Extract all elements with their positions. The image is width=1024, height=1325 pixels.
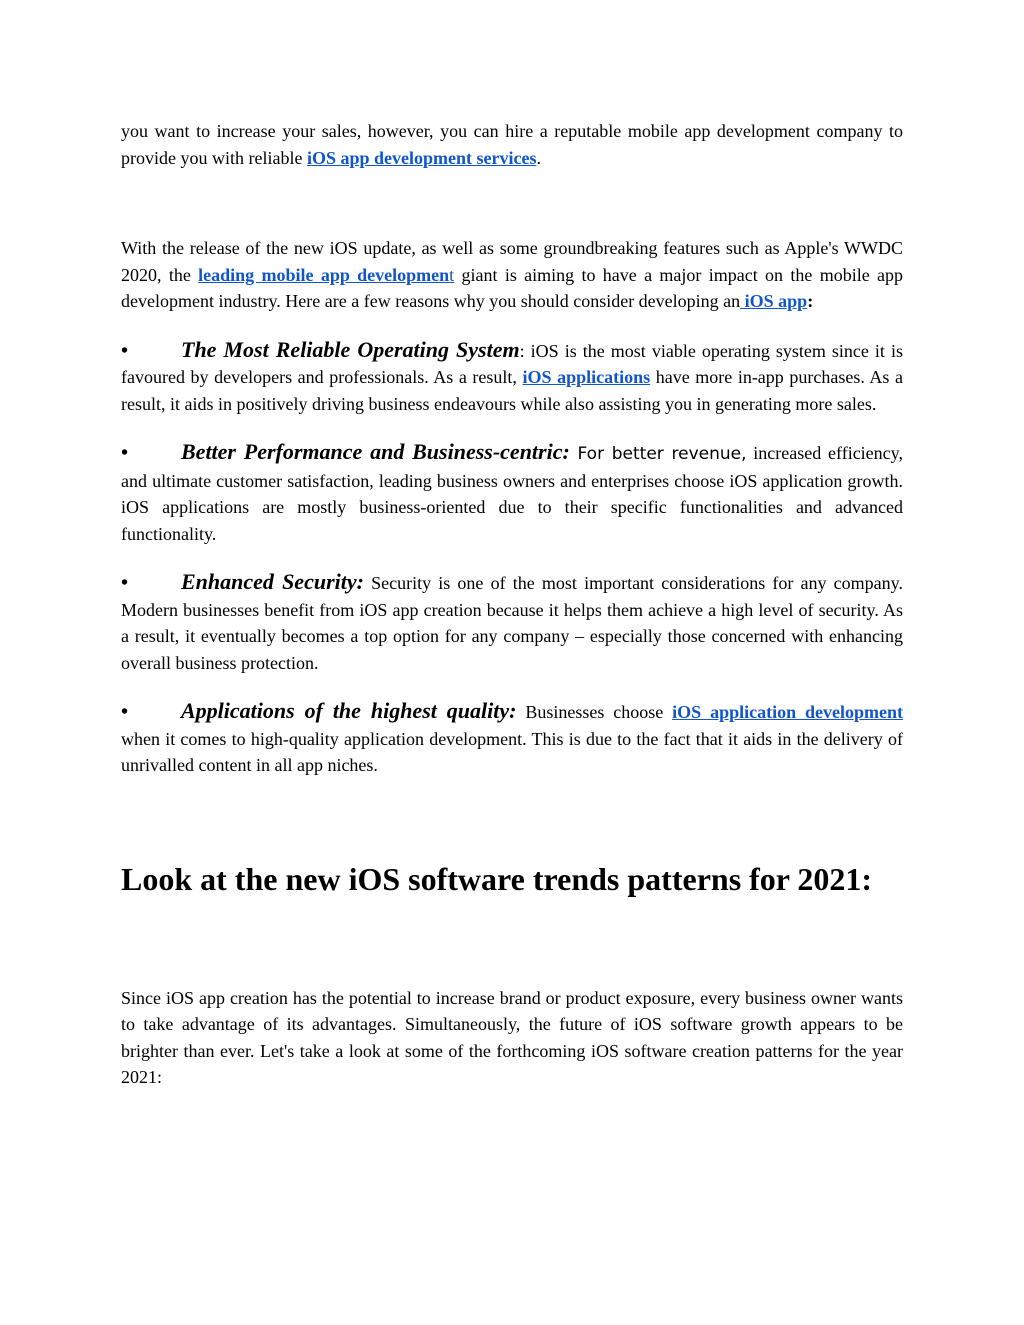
bullet-title: Applications of the highest quality: bbox=[181, 698, 517, 723]
bullet-text: increased efficiency, and ultimate customer satisfaction, leading business owners and enterprises choose iOS application growth. iOS applications are mostly business-oriented due to their specific functionalities and advanced functionality. bbox=[121, 443, 903, 544]
release-text-middle: giant is aiming to have a major impact on the mobile app development industry. Here are a few reasons why you should consider developing an bbox=[121, 264, 903, 311]
bullet-tail: For better revenue, bbox=[569, 444, 747, 464]
bullet-text: Security is one of the most important considerations for any company. Modern businesses benefit from iOS app creation because it helps them achieve a high level of security. As a result, it eventually becomes a top option for any company – especially those concerned with enhancing overall business protection. bbox=[121, 573, 903, 673]
bullet-item-performance bbox=[121, 439, 903, 547]
ios-applications-link[interactable]: iOS applications bbox=[522, 367, 651, 387]
ios-app-development-services-link[interactable]: iOS app development services bbox=[306, 147, 537, 168]
bullet-title: The Most Reliable Operating System bbox=[181, 336, 520, 362]
leading-link-bold-part: leading mobile app developmen bbox=[198, 264, 450, 285]
section-heading: Look at the new iOS software trends patterns for 2021: bbox=[121, 860, 873, 897]
release-text-before: With the release of the new iOS update, as well as some groundbreaking features such as Apple's WWDC 2020, the bbox=[121, 238, 903, 285]
bullet-marker: • bbox=[121, 339, 129, 362]
bullet-title: Better Performance and Business-centric: bbox=[181, 439, 570, 464]
release-colon: : bbox=[807, 291, 814, 311]
bullet-item-reliable-os bbox=[121, 337, 903, 418]
document-page bbox=[121, 118, 903, 1091]
since-paragraph: Since iOS app creation has the potential to increase brand or product exposure, every business owner wants to take advantage of its advantages. Simultaneously, the future of iOS software growth appears to be brighter than ever. Let's take a look at some of the forthcoming iOS software creation patterns for the year 2021: bbox=[121, 987, 903, 1087]
intro-text-before: you want to increase your sales, however, you can hire a reputable mobile app development company to provide you with reliable bbox=[121, 121, 903, 168]
intro-paragraph bbox=[121, 118, 903, 171]
bullet-text-before: : iOS is the most viable operating system since it is favoured by developers and professionals. As a result, bbox=[121, 340, 903, 387]
leading-link-plain-part: t bbox=[449, 264, 455, 285]
bullet-text-after: have more in-app purchases. As a result, it aids in positively driving business endeavours while also assisting you in generating more sales. bbox=[121, 367, 903, 414]
bullet-title: Enhanced Security: bbox=[181, 569, 364, 594]
bullet-item-security bbox=[121, 569, 903, 676]
bullet-marker: • bbox=[121, 701, 129, 723]
bullet-text-before: Businesses choose bbox=[516, 702, 673, 722]
leading-mobile-app-development-link[interactable] bbox=[198, 265, 454, 285]
bullet-marker: • bbox=[121, 572, 129, 594]
ios-app-link[interactable]: iOS app bbox=[740, 291, 808, 311]
bullet-text-after: when it comes to high-quality application development. This is due to the fact that it aids in the delivery of unrivalled content in all app niches. bbox=[121, 728, 903, 775]
bullet-item-quality bbox=[121, 698, 903, 779]
release-paragraph bbox=[121, 235, 903, 315]
intro-text-after: . bbox=[536, 147, 541, 168]
bullet-marker: • bbox=[121, 442, 129, 464]
ios-application-development-link[interactable]: iOS application development bbox=[672, 702, 903, 722]
